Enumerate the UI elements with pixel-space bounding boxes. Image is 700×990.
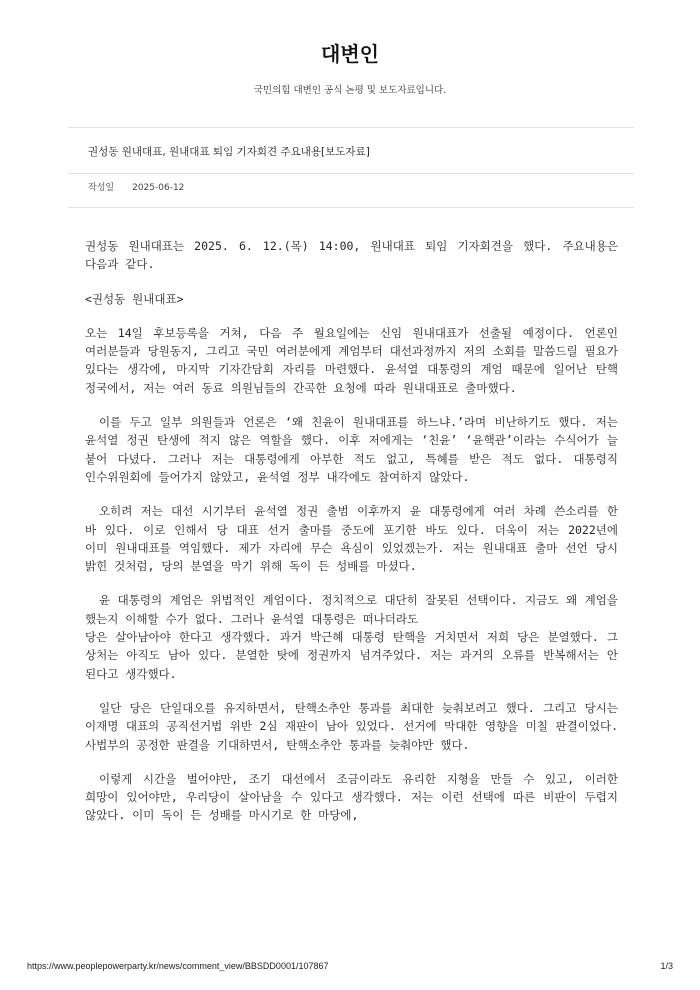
page-url: https://www.peoplepowerparty.kr/news/comment_view/BBSDD0001/107867 bbox=[27, 961, 329, 971]
body-paragraph-speaker: <권성동 원내대표> bbox=[85, 291, 184, 306]
site-title: 대변인 bbox=[321, 42, 379, 66]
header-divider bbox=[68, 127, 634, 128]
body-paragraph: 이렇게 시간을 벌어야만, 조기 대선에서 조금이라도 유리한 지형을 만들 수 있고, 이러한 희망이 있어야만, 우리당이 살아남을 수 있다고 생각했다. 저는 이런 선택에 따른 비판이 두렵지 않았다. 이미 독이 든 성배를 마시기로 한 마당에, bbox=[85, 771, 618, 823]
title-divider bbox=[68, 173, 634, 174]
site-subtitle: 국민의힘 대변인 공식 논평 및 보도자료입니다. bbox=[253, 85, 447, 96]
site-header bbox=[0, 40, 700, 98]
date-label: 작성일 bbox=[88, 183, 115, 193]
article-title: 권성동 원내대표, 원내대표 퇴임 기자회견 주요내용[보도자료] bbox=[88, 146, 370, 158]
body-paragraph: 윤 대통령의 계엄은 위법적인 계엄이다. 정치적으로 대단히 잘못된 선택이다. 지금도 왜 계엄을 했는지 이해할 수가 없다. 그러나 윤석열 대통령은 떠나더라도 bbox=[85, 593, 618, 626]
body-paragraph: 일단 당은 단일대오를 유지하면서, 탄핵소추안 통과를 최대한 늦춰보려고 했다. 그리고 당시는 이재명 대표의 공직선거법 위반 2심 재판이 남아 있었다. 선거에 막대한 영향을 미칠 판결이었다. 사법부의 공정한 판결을 기대하면서, 탄핵소추안 통과를 늦춰야만 했다. bbox=[85, 700, 618, 752]
body-paragraph-intro: 권성동 원내대표는 2025. 6. 12.(목) 14:00, 원내대표 퇴임 기자회견을 했다. 주요내용은 다음과 같다. bbox=[85, 239, 618, 272]
body-paragraph: 오히려 저는 대선 시기부터 윤석열 정권 출범 이후까지 윤 대통령에게 여러 차례 쓴소리를 한 바 있다. 이로 인해서 당 대표 선거 출마를 중도에 포기한 바도 있다. 더욱이 저는 2022년에 이미 원내대표를 역임했다. 제가 자리에 무슨 욕심이 있었겠는가. 저는 원내대표 출마 선언 당시 밝힌 것처럼, 당의 분열을 막기 위해 독이 든 성배를 마셨다. bbox=[85, 504, 618, 574]
body-paragraph: 이를 두고 일부 의원들과 언론은 ‘왜 친윤이 원내대표를 하느냐.’라며 비난하기도 했다. 저는 윤석열 정권 탄생에 적지 않은 역할을 했다. 이후 저에게는 ‘친윤’ ‘윤핵관’이라는 수식어가 늘 붙어 다녔다. 그러나 저는 대통령에게 아부한 적도 없고, 특혜를 받은 적도 없다. 대통령직 인수위원회에 들어가지 않았고, 윤석열 정부 내각에도 참여하지 않았다. bbox=[85, 415, 618, 484]
body-paragraph: 오는 14일 후보등록을 거쳐, 다음 주 월요일에는 신임 원내대표가 선출될 예정이다. 언론인 여러분들과 당원동지, 그리고 국민 여러분에게 계엄부터 대선과정까지 저의 소회를 말씀드릴 필요가 있다는 생각에, 마지막 기자간담회 자리를 마련했다. 윤석열 대통령의 계엄 때문에 일어난 탄핵 정국에서, 저는 여러 동료 의원님들의 간곡한 요청에 따라 원내대표로 출마했다. bbox=[85, 325, 618, 395]
article-date: 2025-06-12 bbox=[132, 183, 185, 193]
meta-divider bbox=[68, 207, 634, 208]
article-body bbox=[85, 237, 618, 841]
body-paragraph: 당은 살아남아야 한다고 생각했다. 과거 박근혜 대통령 탄핵을 거치면서 저희 당은 분열했다. 그 상처는 아직도 남아 있다. 분열한 탓에 정권까지 넘겨주었다. 저는 과거의 오류를 반복해서는 안 된다고 생각했다. bbox=[85, 630, 618, 681]
page-indicator: 1/3 bbox=[660, 961, 673, 971]
article-meta bbox=[88, 181, 184, 195]
